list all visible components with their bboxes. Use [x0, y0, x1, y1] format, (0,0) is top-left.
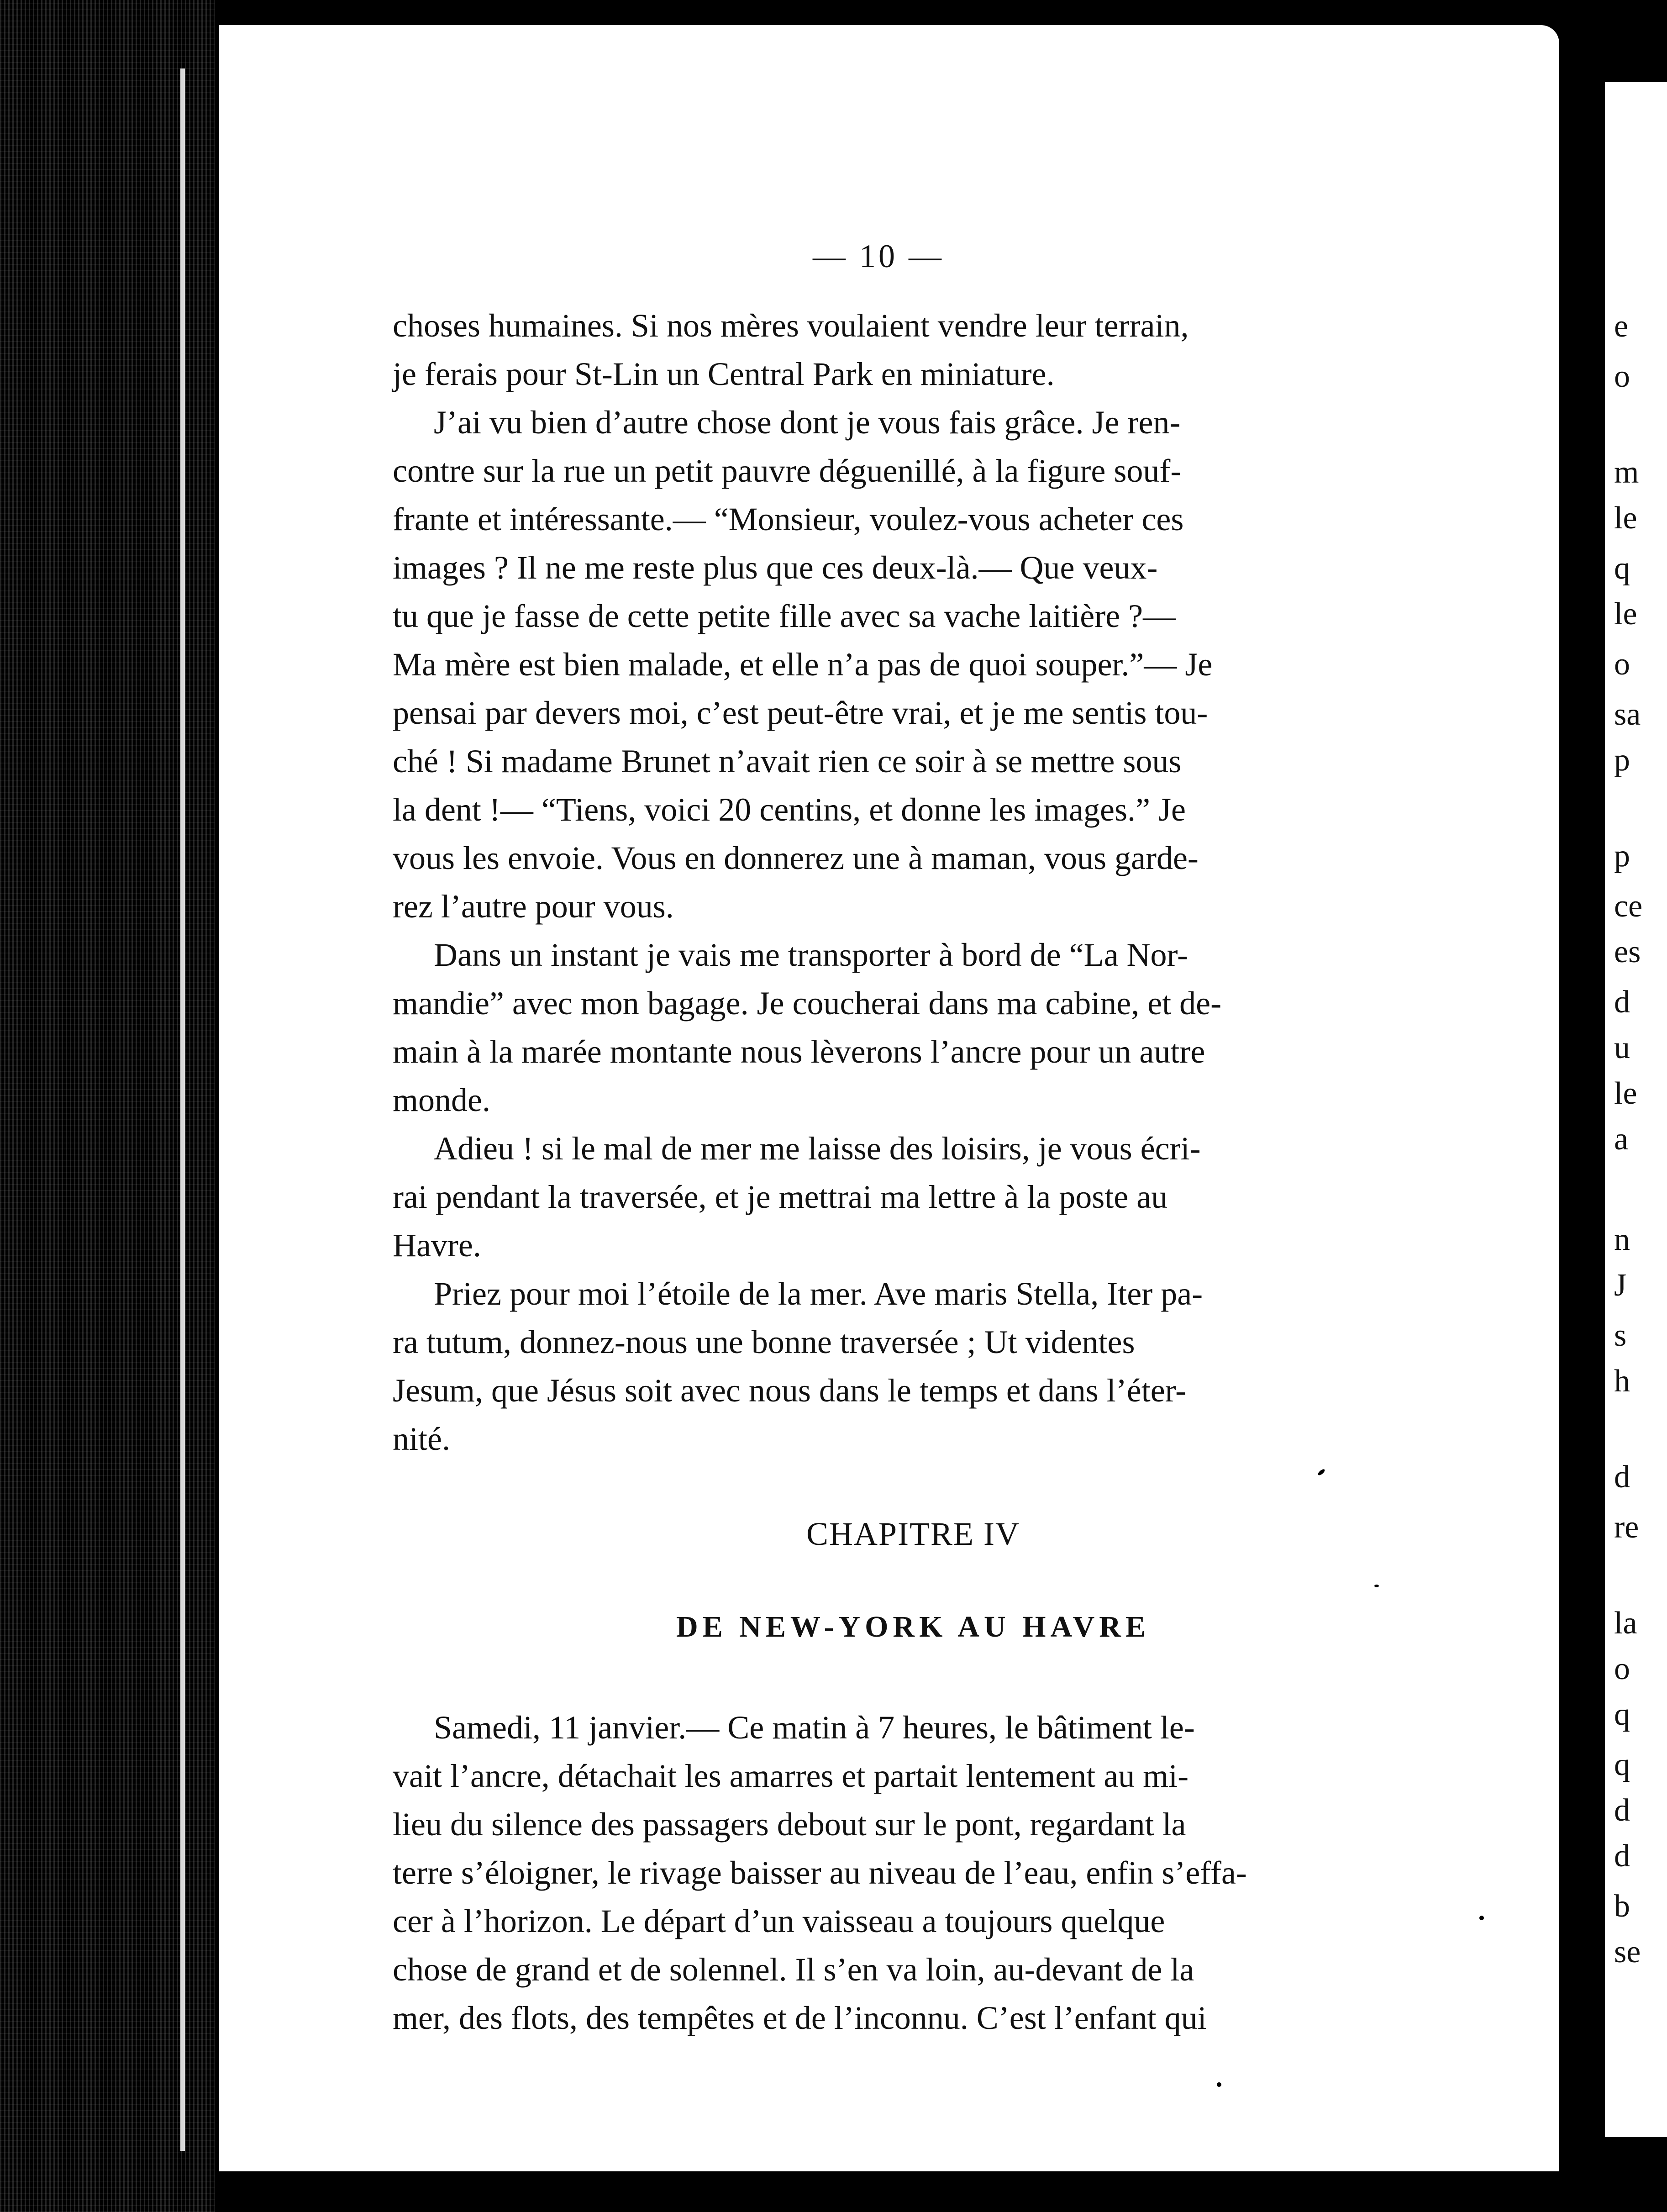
line: terre s’éloigner, le rivage baisser au niveau de l’eau, enfin s’effa-: [393, 1854, 1247, 1891]
page-number: — 10 —: [813, 238, 944, 274]
adjacent-page-fragment: le: [1614, 596, 1637, 632]
paragraph-3: [393, 931, 1434, 1124]
chapter-body: [393, 1703, 1434, 2042]
adjacent-page-fragment: a: [1614, 1122, 1629, 1157]
line: Ma mère est bien malade, et elle n’a pas de quoi souper.”— Je: [393, 646, 1213, 683]
line: ché ! Si madame Brunet n’avait rien ce soir à se mettre sous: [393, 743, 1182, 779]
adjacent-page-fragment: d: [1614, 1838, 1630, 1874]
adjacent-page-fragment: d: [1614, 985, 1630, 1020]
line: Havre.: [393, 1227, 481, 1264]
line: ra tutum, donnez-nous une bonne traversée ; Ut videntes: [393, 1324, 1135, 1360]
line: Samedi, 11 janvier.— Ce matin à 7 heures, le bâtiment le-: [434, 1709, 1195, 1746]
adjacent-page-fragment: e: [1614, 309, 1629, 344]
line: lieu du silence des passagers debout sur le pont, regardant la: [393, 1806, 1186, 1843]
chapter-title: DE NEW-YORK AU HAVRE: [676, 1610, 1150, 1643]
adjacent-page-fragment: re: [1614, 1510, 1639, 1545]
line: vait l’ancre, détachait les amarres et partait lentement au mi-: [393, 1758, 1189, 1794]
line: main à la marée montante nous lèverons l’ancre pour un autre: [393, 1033, 1205, 1070]
adjacent-page-fragment: o: [1614, 1651, 1630, 1686]
adjacent-page-fragment: s: [1614, 1318, 1627, 1353]
chapter-paragraph: [393, 1703, 1434, 2042]
line: monde.: [393, 1082, 490, 1118]
adjacent-page-fragment: d: [1614, 1793, 1630, 1828]
line: cer à l’horizon. Le départ d’un vaisseau a toujours quelque: [393, 1903, 1165, 1939]
adjacent-page-fragment: q: [1614, 1697, 1630, 1732]
chapter-heading: CHAPITRE IV: [806, 1516, 1020, 1552]
line: images ? Il ne me reste plus que ces deux-là.— Que veux-: [393, 549, 1158, 586]
line: mer, des flots, des tempêtes et de l’inconnu. C’est l’enfant qui: [393, 2000, 1207, 2036]
adjacent-page-fragment: d: [1614, 1459, 1630, 1495]
line: frante et intéressante.— “Monsieur, voulez-vous acheter ces: [393, 501, 1184, 537]
adjacent-page-fragment: es: [1614, 934, 1641, 969]
adjacent-page-fragment: le: [1614, 1076, 1637, 1111]
line: tu que je fasse de cette petite fille avec sa vache laitière ?—: [393, 598, 1176, 634]
line: Priez pour moi l’étoile de la mer. Ave maris Stella, Iter pa-: [434, 1275, 1203, 1312]
scan-speck: [1479, 1916, 1484, 1920]
adjacent-page-fragment: b: [1614, 1889, 1630, 1924]
line: vous les envoie. Vous en donnerez une à maman, vous garde-: [393, 840, 1199, 876]
scan-speck: [1217, 2082, 1221, 2087]
line: rai pendant la traversée, et je mettrai ma lettre à la poste au: [393, 1179, 1168, 1215]
letter-body: [393, 301, 1434, 1463]
adjacent-page-fragment: o: [1614, 359, 1630, 394]
adjacent-page-fragment: h: [1614, 1364, 1630, 1399]
line: mandie” avec mon bagage. Je coucherai dans ma cabine, et de-: [393, 985, 1222, 1022]
adjacent-page-fragment: q: [1614, 551, 1630, 586]
adjacent-page-fragment: n: [1614, 1222, 1630, 1257]
line: Jesum, que Jésus soit avec nous dans le temps et dans l’éter-: [393, 1372, 1187, 1409]
adjacent-page-fragment: la: [1614, 1606, 1637, 1641]
adjacent-page-fragment: o: [1614, 647, 1630, 682]
book-spine-edge: [180, 68, 185, 2151]
line: chose de grand et de solennel. Il s’en va loin, au-devant de la: [393, 1951, 1194, 1988]
paragraph-1: [393, 301, 1434, 398]
adjacent-page-fragment: u: [1614, 1030, 1630, 1065]
paragraph-5: [393, 1269, 1434, 1463]
line: choses humaines. Si nos mères voulaient vendre leur terrain,: [393, 307, 1189, 344]
line: rez l’autre pour vous.: [393, 888, 674, 925]
adjacent-page-fragment: sa: [1614, 697, 1641, 732]
line: la dent !— “Tiens, voici 20 centins, et donne les images.” Je: [393, 791, 1186, 828]
adjacent-page-fragment: p: [1614, 743, 1630, 778]
line: Dans un instant je vais me transporter à bord de “La Nor-: [434, 937, 1188, 973]
adjacent-page-fragment: p: [1614, 838, 1630, 874]
adjacent-page-fragment: ce: [1614, 889, 1643, 924]
adjacent-page-fragment: q: [1614, 1747, 1630, 1782]
paragraph-2: [393, 398, 1434, 931]
line: Adieu ! si le mal de mer me laisse des loisirs, je vous écri-: [434, 1130, 1201, 1167]
line: J’ai vu bien d’autre chose dont je vous fais grâce. Je ren-: [434, 404, 1181, 441]
line: contre sur la rue un petit pauvre déguenillé, à la figure souf-: [393, 453, 1182, 489]
line: je ferais pour St-Lin un Central Park en miniature.: [393, 356, 1055, 392]
adjacent-page-fragment: J: [1614, 1268, 1627, 1303]
line: nité.: [393, 1421, 450, 1457]
line: pensai par devers moi, c’est peut-être vrai, et je me sentis tou-: [393, 695, 1208, 731]
paragraph-4: [393, 1124, 1434, 1269]
adjacent-page-fragment: m: [1614, 455, 1639, 490]
scan-speck: [1374, 1585, 1379, 1587]
adjacent-page-fragment: le: [1614, 500, 1637, 536]
adjacent-page-fragment: se: [1614, 1934, 1641, 1970]
